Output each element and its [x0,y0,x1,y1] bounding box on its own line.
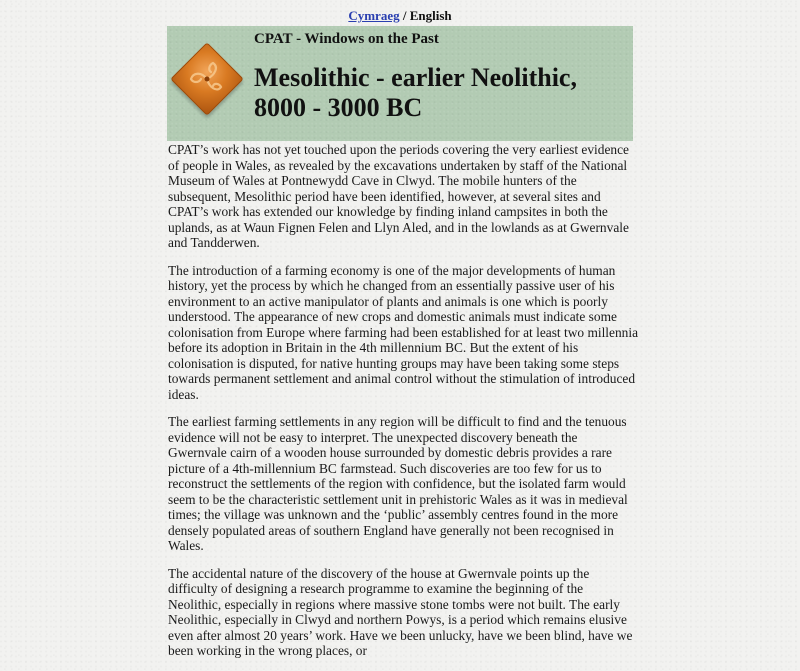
site-subtitle: CPAT - Windows on the Past [254,31,439,47]
language-switcher [0,7,800,24]
page-header-banner [167,26,633,141]
paragraph-farming-economy: The introduction of a farming economy is one of the major developments of human history, yet the process by which he changed from an essentially passive user of his environment to an active manipulator of plants and animals is one which is poorly understood. The appearance of new crops and domestic animals must indicate some colonisation from Europe where farming had been established for at least two millennia before its adoption in Britain in the 4th millennium BC. But the extent of his colonisation is disputed, for native hunting groups may have been taking some steps towards permanent settlement and animal control without the stimulation of introduced ideas. [168,262,639,402]
article-body [168,142,638,671]
triskele-pattern-icon [181,53,233,105]
welsh-language-link[interactable]: Cymraeg [348,8,400,23]
page-title: Mesolithic - earlier Neolithic, 8000 - 3000 BC [254,63,577,122]
celtic-enamel-lozenge-icon [170,42,244,116]
paragraph-mesolithic-sites: CPAT’s work has not yet touched upon the periods covering the very earliest evidence of people in Wales, as revealed by the excavations undertaken by staff of the National Museum of Wales at Pontnewydd Cave in Clwyd. The mobile hunters of the subsequent, Mesolithic period have been identified, however, at several sites and CPAT’s work has extended our knowledge by finding inland campsites in both the uplands, as at Waun Fignen Felen and Llyn Aled, and in the lowlands as at Gwernvale and Tandderwen. [168,142,629,250]
language-separator: / [402,8,407,23]
paragraph-farming-settlements: The earliest farming settlements in any region will be difficult to find and the tenuous evidence will not be easy to interpret. The unexpected discovery beneath the Gwernvale cairn of a wooden house surrounded by domestic debris provides a rare picture of a 4th-millennium BC farmstead. Such discoveries are too few for us to reconstruct the settlements of the region with confidence, but the isolated farm would seem to be the characteristic settlement unit in prehistoric Wales as it was in medieval times; the village was unknown and the ‘public’ assembly centres found in the more densely populated areas of southern England have generally not been recognised in Wales. [168,414,628,553]
current-language-label: English [409,8,452,23]
paragraph-gwernvale-discovery: The accidental nature of the discovery of the house at Gwernvale points up the difficulty of designing a research programme to examine the beginning of the Neolithic, especially in regions where massive stone tombs were not built. The early Neolithic, especially in Clwyd and northern Powys, is a period which remains elusive even after almost 20 years’ work. Have we been unlucky, have we been blind, have we been working in the wrong places, or [168,565,633,658]
